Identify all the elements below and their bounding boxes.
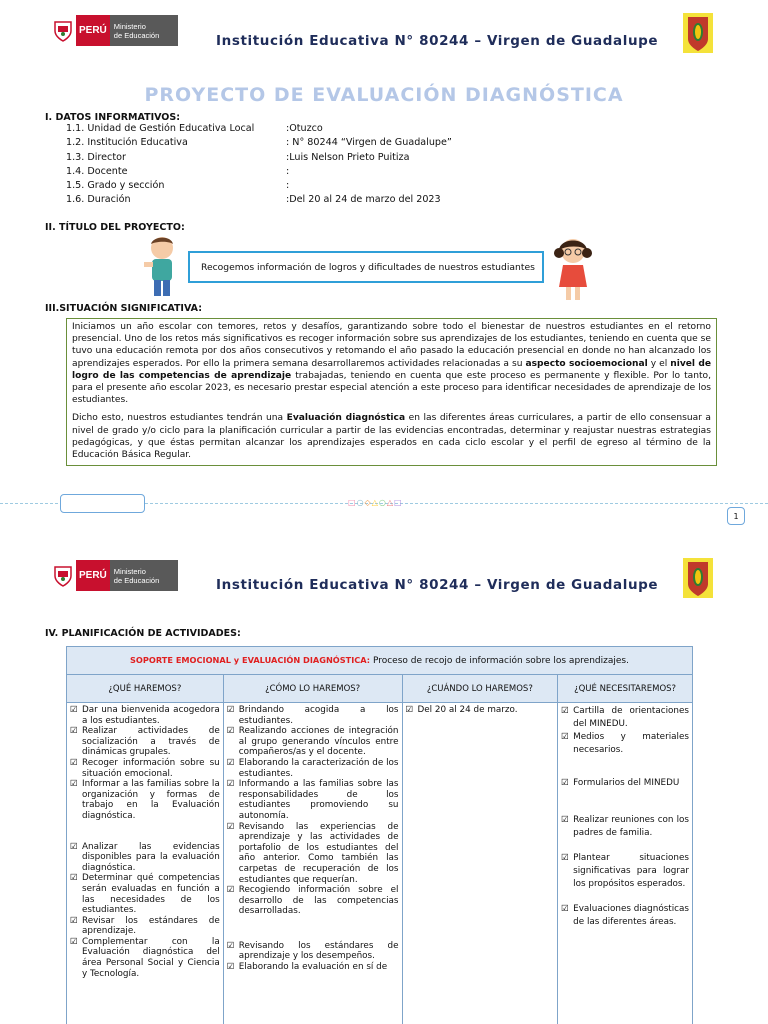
list-item-text: Recogiendo información sobre el desarrollo de las competencias desarrolladas. xyxy=(238,885,399,917)
situation-text-box xyxy=(66,318,717,466)
checkbox-icon: ☑ xyxy=(70,915,78,926)
list-item xyxy=(227,962,399,973)
list-item xyxy=(227,779,399,821)
list-item xyxy=(70,726,220,758)
list-item xyxy=(406,705,555,716)
checkbox-icon: ☑ xyxy=(70,705,78,715)
list-item xyxy=(227,941,399,962)
minedu-logo xyxy=(50,560,178,591)
logo-ministry-label xyxy=(110,560,178,591)
logo-peru-label: PERÚ xyxy=(76,15,110,46)
checkbox-icon: ☑ xyxy=(226,885,235,896)
list-item xyxy=(70,873,220,915)
checkbox-icon: ☑ xyxy=(70,779,78,790)
list-item xyxy=(227,705,399,726)
footer-pill xyxy=(60,494,145,513)
checkbox-icon: ☑ xyxy=(226,726,235,737)
list-item-text: Elaborando la evaluación en sí de xyxy=(238,962,388,973)
table-cell-how xyxy=(223,703,402,1024)
project-title-text: Recogemos información de logros y dificultades de nuestros estudiantes xyxy=(201,261,535,273)
list-item xyxy=(561,814,689,840)
list-item xyxy=(227,758,399,779)
list-item xyxy=(561,705,689,731)
school-title: Institución Educativa N° 80244 – Virgen de Guadalupe xyxy=(216,33,659,49)
table-cell-when xyxy=(402,703,558,1024)
list-item-text: Revisando las experiencias de aprendizaje y las actividades de portafolio de los estudiantes del año anterior. Como también las carpetas de recuperación de los estudiantes que requerían. xyxy=(238,821,399,885)
list-item xyxy=(561,731,689,757)
data-row xyxy=(66,136,452,150)
list-item-text: Brindando acogida a los estudiantes. xyxy=(238,705,399,726)
page-2 xyxy=(0,545,768,1024)
list-item xyxy=(70,758,220,779)
list-item-text: Informando a las familias sobre las responsabilidades de los estudiantes promoviendo su autonomía. xyxy=(238,779,399,821)
list-item xyxy=(70,705,220,726)
text-run-bold: aspecto socioemocional xyxy=(525,358,648,369)
column-header: ¿QUÉ HAREMOS? xyxy=(67,675,224,703)
school-badge-icon xyxy=(682,12,714,54)
data-key: 1.2. Institución Educativa xyxy=(66,137,188,149)
peru-shield-icon xyxy=(50,15,76,46)
column-header: ¿CUÁNDO LO HAREMOS? xyxy=(402,675,558,703)
school-title: Institución Educativa N° 80244 – Virgen de Guadalupe xyxy=(216,577,659,593)
checkbox-icon: ☑ xyxy=(405,705,414,715)
footer-ornament-icon: □○◇△○△□ xyxy=(348,498,403,507)
column-header: ¿CÓMO LO HAREMOS? xyxy=(223,675,402,703)
list-item-text: Dar una bienvenida acogedora a los estudiantes. xyxy=(82,705,220,726)
data-value: : N° 80244 “Virgen de Guadalupe” xyxy=(286,137,452,149)
peru-shield-icon xyxy=(50,560,76,591)
list-item-text: Del 20 al 24 de marzo. xyxy=(417,705,518,715)
text-run-bold: nivel de logro de las competencias de aprendizaje xyxy=(72,358,712,381)
list-item-text: Cartilla de orientaciones del MINEDU. xyxy=(573,706,689,729)
checkbox-icon: ☑ xyxy=(226,962,235,973)
situation-paragraph-1 xyxy=(72,321,711,406)
text-run-bold: Evaluación diagnóstica xyxy=(286,413,406,424)
data-value: : xyxy=(286,165,290,177)
school-badge-icon xyxy=(682,557,714,599)
checkbox-icon: ☑ xyxy=(561,778,569,788)
list-item xyxy=(561,852,689,891)
table-header-row xyxy=(67,675,693,703)
data-row xyxy=(66,151,452,165)
data-value: : xyxy=(286,180,290,192)
logo-peru-label: PERÚ xyxy=(76,560,110,591)
data-key: 1.3. Director xyxy=(66,151,126,163)
list-item-text: Recoger información sobre su situación emocional. xyxy=(82,757,220,779)
list-item xyxy=(227,726,399,758)
list-item-text: Realizar actividades de socialización a través de dinámicas grupales. xyxy=(82,726,220,758)
list-item xyxy=(561,903,689,929)
checkbox-icon: ☑ xyxy=(561,904,569,914)
text-run: trabajadas, teniendo en cuenta que este proceso es permanente y flexible. Por lo tanto, para el presente año escolar 2023, es necesario prestar especial atención a este proceso para identificar necesidades de aprendizaje de los estudiantes. xyxy=(72,370,711,406)
checkbox-icon: ☑ xyxy=(561,815,569,825)
document-main-title: PROYECTO DE EVALUACIÓN DIAGNÓSTICA xyxy=(144,84,624,106)
band-red-label: SOPORTE EMOCIONAL y EVALUACIÓN DIAGNÓSTICA: xyxy=(130,655,371,665)
data-row xyxy=(66,122,452,136)
list-item-text: Analizar las evidencias disponibles para la evaluación diagnóstica. xyxy=(82,841,220,873)
section-1-heading: I. DATOS INFORMATIVOS: xyxy=(45,112,181,123)
checkbox-icon: ☑ xyxy=(70,841,78,852)
list-item xyxy=(70,842,220,874)
list-item xyxy=(70,937,220,979)
checkbox-icon: ☑ xyxy=(70,757,78,768)
list-item xyxy=(70,779,220,821)
table-band-row xyxy=(67,647,693,675)
table-cell-what xyxy=(67,703,224,1024)
list-item xyxy=(70,916,220,937)
data-row xyxy=(66,165,452,179)
text-run: y el xyxy=(647,358,671,369)
list-item-text: Determinar qué competencias serán evaluadas en función a las necesidades de los estudiantes. xyxy=(82,873,220,916)
data-list xyxy=(66,122,452,208)
list-item xyxy=(227,822,399,886)
minedu-logo xyxy=(50,15,178,46)
logo-ministry-line1: Ministerio xyxy=(113,566,146,576)
list-item-text: Formularios del MINEDU xyxy=(573,778,680,788)
boy-illustration-icon xyxy=(140,234,182,300)
checkbox-icon: ☑ xyxy=(226,705,235,715)
data-value: :Otuzco xyxy=(286,123,323,134)
checkbox-icon: ☑ xyxy=(226,779,235,790)
page-number: 1 xyxy=(727,507,745,525)
list-item-text: Realizando acciones de integración al grupo generando vínculos entre compañeros/as y el docente. xyxy=(238,726,399,758)
data-key: 1.6. Duración xyxy=(66,194,131,206)
situation-paragraph-2 xyxy=(72,412,711,461)
list-item-text: Plantear situaciones significativas para lograr los propósitos esperados. xyxy=(573,853,689,889)
checkbox-icon: ☑ xyxy=(70,873,78,884)
list-item-text: Evaluaciones diagnósticas de las diferentes áreas. xyxy=(573,904,689,927)
logo-ministry-line2: de Educación xyxy=(113,575,160,585)
table-row xyxy=(67,703,693,1024)
list-item-text: Medios y materiales necesarios. xyxy=(573,732,689,755)
list-item-text: Elaborando la caracterización de los estudiantes. xyxy=(238,757,399,779)
data-key: 1.1. Unidad de Gestión Educativa Local xyxy=(66,123,255,134)
checkbox-icon: ☑ xyxy=(70,726,78,737)
data-row xyxy=(66,179,452,193)
section-3-heading: III.SITUACIÓN SIGNIFICATIVA: xyxy=(45,303,203,314)
logo-ministry-line2: de Educación xyxy=(113,30,160,40)
data-value: :Del 20 al 24 de marzo del 2023 xyxy=(286,194,441,206)
text-run: Iniciamos un año escolar con temores, retos y desafíos, garantizando sobre todo el bienestar de nuestros estudiantes en el retorno presencial. Uno de los retos más significativos es recoger información sobre sus aprendizajes de los estudiantes, teniendo en cuenta que se tuvo una educación remota por dos años consecutivos y retomando el año pasado la educación presencial en donde no han alcanzado los aprendizajes esperados. Por ello la primera semana desarrollaremos actividades relacionadas a su xyxy=(72,322,711,369)
girl-illustration-icon xyxy=(553,235,593,303)
checkbox-icon: ☑ xyxy=(70,936,78,947)
checkbox-icon: ☑ xyxy=(226,821,235,832)
text-run: Dicho esto, nuestros estudiantes tendrán una xyxy=(72,413,287,424)
data-row xyxy=(66,193,452,207)
list-item-text: Revisando los estándares de aprendizaje y los desempeños. xyxy=(238,940,399,962)
list-item xyxy=(227,885,399,917)
text-run: en las diferentes áreas curriculares, a partir de ello consensuar a nivel de grado y/o ciclo para la planificación curricular a partir de las evidencias encontradas, determinar y reajustar nuestras estrategias pedagógicas, y que éstas permitan alcanzar los aprendizajes esperados en cada ciclo escolar y el perfil de egreso al término de la Educación Básica Regular. xyxy=(72,413,711,461)
logo-ministry-label xyxy=(110,15,178,46)
list-item-text: Revisar los estándares de aprendizaje. xyxy=(82,915,220,937)
project-title-box xyxy=(188,251,544,283)
checkbox-icon: ☑ xyxy=(226,940,235,951)
data-key: 1.5. Grado y sección xyxy=(66,180,165,192)
list-item-text: Realizar reuniones con los padres de familia. xyxy=(573,815,689,838)
checkbox-icon: ☑ xyxy=(561,706,569,716)
data-key: 1.4. Docente xyxy=(66,165,128,177)
table-cell-needs xyxy=(558,703,693,1024)
table-band xyxy=(67,647,693,675)
band-label: Proceso de recojo de información sobre los aprendizajes. xyxy=(370,656,629,666)
logo-ministry-line1: Ministerio xyxy=(113,21,146,31)
checkbox-icon: ☑ xyxy=(561,853,569,863)
list-item xyxy=(561,777,689,790)
checkbox-icon: ☑ xyxy=(561,732,569,742)
data-value: :Luis Nelson Prieto Puitiza xyxy=(286,151,410,163)
column-header: ¿QUÉ NECESITAREMOS? xyxy=(558,675,693,703)
list-item-text: Complementar con la Evaluación diagnóstica del área Personal Social y Ciencia y Tecnología. xyxy=(82,936,220,979)
section-4-heading: IV. PLANIFICACIÓN DE ACTIVIDADES: xyxy=(45,628,241,639)
activities-table xyxy=(66,646,693,1024)
list-item-text: Informar a las familias sobre la organización y formas de trabajo en la Evaluación diagnóstica. xyxy=(82,779,220,821)
section-2-heading: II. TÍTULO DEL PROYECTO: xyxy=(45,222,185,233)
checkbox-icon: ☑ xyxy=(226,757,235,768)
